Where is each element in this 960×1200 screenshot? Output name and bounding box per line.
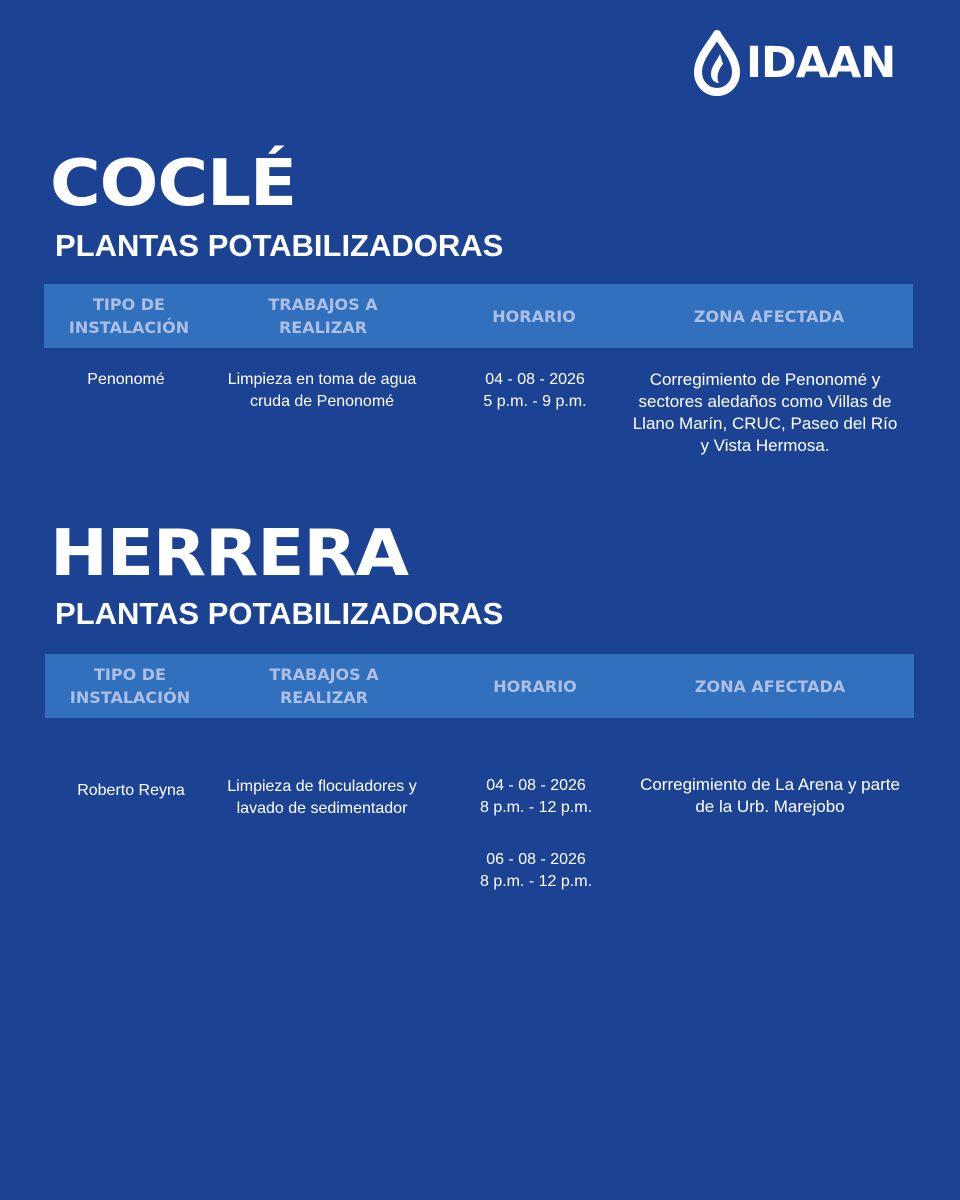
schedule-entry bbox=[446, 849, 626, 893]
region-title: COCLÉ bbox=[50, 147, 297, 221]
schedule-date: 04 - 08 - 2026 bbox=[485, 371, 585, 388]
cell-installation: Roberto Reyna bbox=[77, 782, 185, 799]
header-installation: TIPO DE INSTALACIÓN bbox=[68, 295, 190, 337]
schedule-time: 8 p.m. - 12 p.m. bbox=[479, 799, 593, 816]
cell-schedule bbox=[445, 369, 625, 413]
logo-text: IDAAN bbox=[746, 37, 896, 88]
section-subtitle: PLANTAS POTABILIZADORAS bbox=[55, 228, 504, 263]
region-title: HERRERA bbox=[50, 517, 408, 591]
schedule-entry bbox=[445, 369, 625, 413]
header-zone: ZONA AFECTADA bbox=[694, 676, 846, 696]
cell-work: Limpieza de floculadores y lavado de sedimentador bbox=[227, 778, 417, 817]
header-work: TRABAJOS A REALIZAR bbox=[268, 295, 378, 337]
table-header bbox=[45, 654, 914, 718]
header-zone: ZONA AFECTADA bbox=[693, 306, 845, 326]
cell-work: Limpieza en toma de agua cruda de Penonomé bbox=[227, 371, 417, 410]
cell-zone: Corregimiento de Penonomé y sectores aledaños como Villas de Llano Marín, CRUC, Paseo del Río y Vista Hermosa. bbox=[632, 370, 898, 455]
schedule-date: 06 - 08 - 2026 bbox=[486, 851, 586, 868]
cell-zone: Corregimiento de La Arena y parte de la Urb. Marejobo bbox=[640, 775, 900, 816]
header-work: TRABAJOS A REALIZAR bbox=[269, 665, 379, 707]
idaan-logo bbox=[690, 30, 895, 96]
schedule-date: 04 - 08 - 2026 bbox=[486, 777, 586, 794]
cell-installation: Penonomé bbox=[87, 371, 165, 388]
section-subtitle: PLANTAS POTABILIZADORAS bbox=[55, 596, 504, 631]
header-schedule: HORARIO bbox=[493, 676, 577, 696]
cell-schedule bbox=[446, 775, 626, 893]
schedule-time: 5 p.m. - 9 p.m. bbox=[483, 393, 587, 410]
table-header bbox=[44, 284, 913, 348]
water-drop-icon bbox=[690, 30, 744, 96]
schedule-entry bbox=[446, 775, 626, 819]
header-installation: TIPO DE INSTALACIÓN bbox=[69, 665, 191, 707]
schedule-time: 8 p.m. - 12 p.m. bbox=[479, 873, 593, 890]
header-schedule: HORARIO bbox=[492, 306, 576, 326]
